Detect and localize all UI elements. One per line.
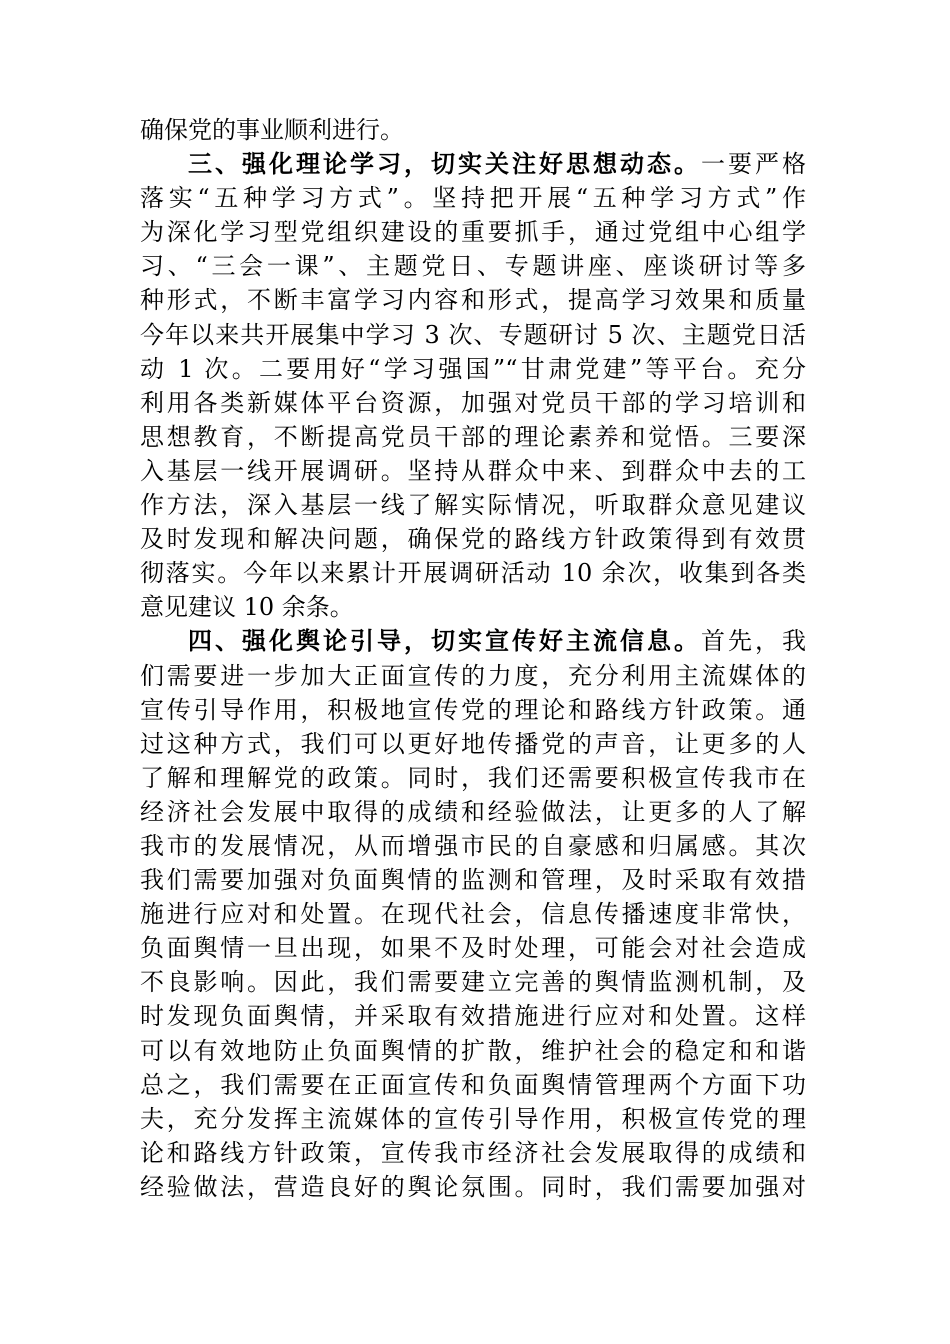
- section-three-heading: 三、强化理论学习，切实关注好思想动态。: [188, 150, 701, 179]
- text-line: 我们需要加强对负面舆情的监测和管理，及时采取有效措: [140, 866, 806, 895]
- text-line: 作方法，深入基层一线了解实际情况，听取群众意见建议: [140, 491, 806, 520]
- text-line: 时发现负面舆情，并采取有效措施进行应对和处置。这样: [140, 1002, 806, 1031]
- text-run: 一要严格: [701, 150, 806, 179]
- text-line: 入基层一线开展调研。坚持从群众中来、到群众中去的工: [140, 456, 806, 485]
- text-line: 总之，我们需要在正面宣传和负面舆情管理两个方面下功: [140, 1070, 806, 1099]
- section-four-first-line: [140, 624, 806, 658]
- text-line: 彻落实。今年以来累计开展调研活动 10 余次，收集到各类: [140, 559, 806, 588]
- text-line: 为深化学习型党组织建设的重要抓手，通过党组中心组学: [140, 218, 806, 247]
- text-line: 负面舆情一旦出现，如果不及时处理，可能会对社会造成: [140, 934, 806, 963]
- text-line: 不良影响。因此，我们需要建立完善的舆情监测机制，及: [140, 968, 806, 997]
- text-line: 经济社会发展中取得的成绩和经验做法，让更多的人了解: [140, 797, 806, 826]
- text-line: 确保党的事业顺利进行。: [140, 116, 404, 144]
- text-line: 动 1 次。二要用好“学习强国”“甘肃党建”等平台。充分: [140, 354, 806, 383]
- text-line: 落实“五种学习方式”。坚持把开展“五种学习方式”作: [140, 184, 806, 213]
- text-run: 首先，我: [701, 627, 806, 656]
- text-line: 宣传引导作用，积极地宣传党的理论和路线方针政策。通: [140, 695, 806, 724]
- text-line: 利用各类新媒体平台资源，加强对党员干部的学习培训和: [140, 388, 806, 417]
- document-body: [140, 113, 806, 1204]
- text-line: 我市的发展情况，从而增强市民的自豪感和归属感。其次: [140, 831, 806, 860]
- section-three-first-line: [140, 147, 806, 181]
- text-line: 们需要进一步加大正面宣传的力度，充分利用主流媒体的: [140, 661, 806, 690]
- text-line: 可以有效地防止负面舆情的扩散，维护社会的稳定和和谐: [140, 1036, 806, 1065]
- text-line: 施进行应对和处置。在现代社会，信息传播速度非常快，: [140, 900, 806, 929]
- text-line: 意见建议 10 余条。: [140, 593, 354, 622]
- text-line: 夫，充分发挥主流媒体的宣传引导作用，积极宣传党的理: [140, 1104, 806, 1133]
- text-line: 种形式，不断丰富学习内容和形式，提高学习效果和质量: [140, 286, 806, 315]
- text-line: 今年以来共开展集中学习 3 次、专题研讨 5 次、主题党日活: [140, 320, 806, 349]
- text-line: 思想教育，不断提高党员干部的理论素养和觉悟。三要深: [140, 422, 806, 451]
- text-line: 了解和理解党的政策。同时，我们还需要积极宣传我市在: [140, 763, 806, 792]
- section-four-heading: 四、强化舆论引导，切实宣传好主流信息。: [188, 627, 701, 656]
- text-line: 论和路线方针政策，宣传我市经济社会发展取得的成绩和: [140, 1138, 806, 1167]
- text-line: 经验做法，营造良好的舆论氛围。同时，我们需要加强对: [140, 1172, 806, 1201]
- text-line: 习、“三会一课”、主题党日、专题讲座、座谈研讨等多: [140, 252, 806, 281]
- text-line: 过这种方式，我们可以更好地传播党的声音，让更多的人: [140, 729, 806, 758]
- text-line: 及时发现和解决问题，确保党的路线方针政策得到有效贯: [140, 525, 806, 554]
